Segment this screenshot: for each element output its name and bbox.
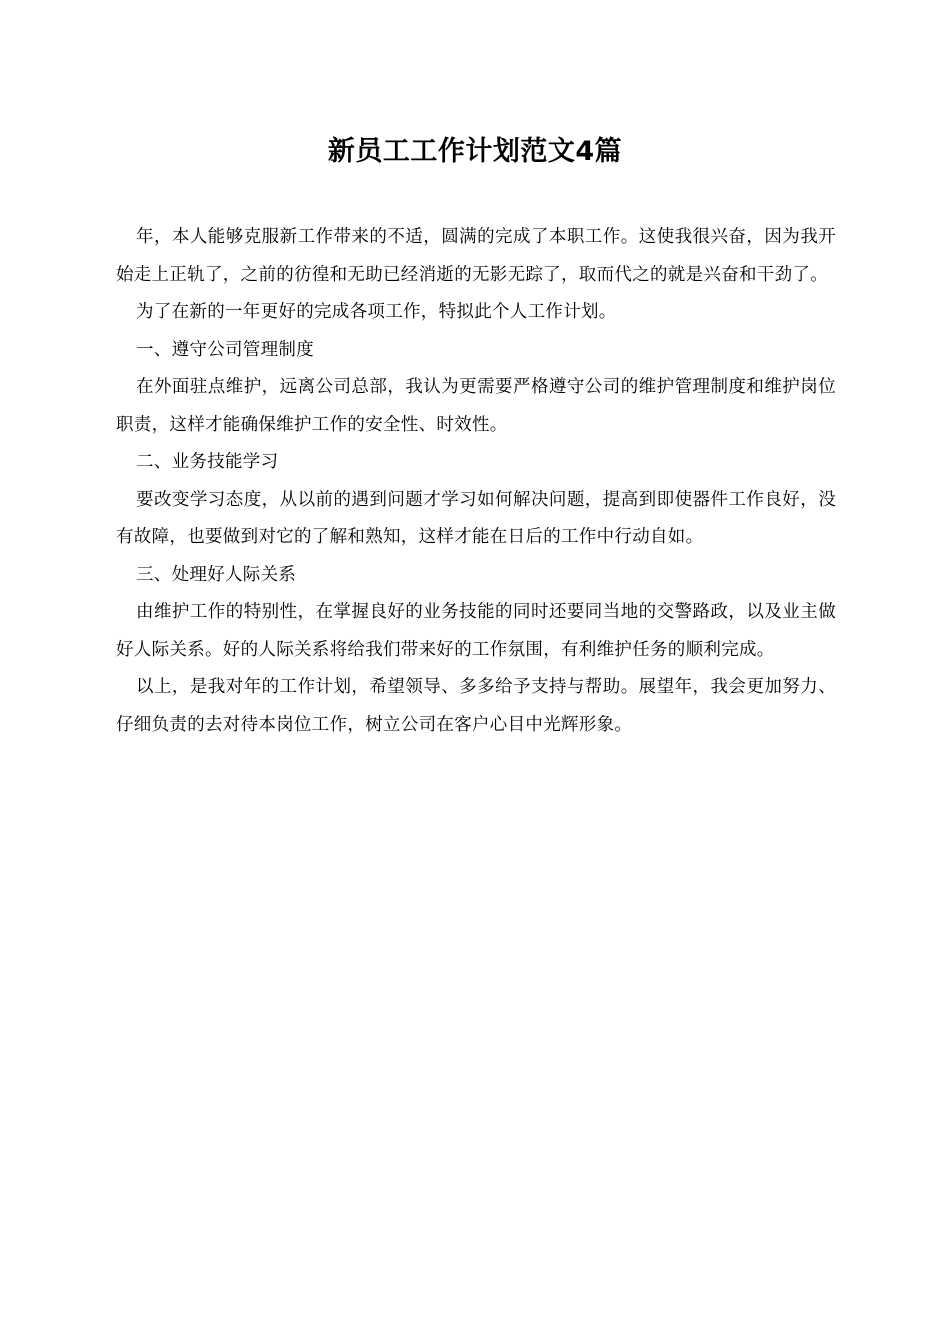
paragraph-intro: 年，本人能够克服新工作带来的不适，圆满的完成了本职工作。这使我很兴奋，因为我开始走上正轨了，之前的彷徨和无助已经消逝的无影无踪了，取而代之的就是兴奋和干劲了。 xyxy=(116,227,836,285)
paragraph-conclusion: 以上，是我对年的工作计划，希望领导、多多给予支持与帮助。展望年，我会更加努力、仔细负责的去对待本岗位工作，树立公司在客户心目中光辉形象。 xyxy=(116,677,836,735)
document-body xyxy=(116,219,836,744)
paragraph-section-1: 在外面驻点维护，远离公司总部，我认为更需要严格遵守公司的维护管理制度和维护岗位职责，这样才能确保维护工作的安全性、时效性。 xyxy=(116,377,836,435)
section-heading-2: 二、业务技能学习 xyxy=(136,452,279,472)
document-title: 新员工工作计划范文4篇 xyxy=(327,136,623,167)
paragraph-section-2: 要改变学习态度，从以前的遇到问题才学习如何解决问题，提高到即使器件工作良好，没有故障，也要做到对它的了解和熟知，这样才能在日后的工作中行动自如。 xyxy=(116,489,836,547)
paragraph-section-3: 由维护工作的特别性，在掌握良好的业务技能的同时还要同当地的交警路政，以及业主做好人际关系。好的人际关系将给我们带来好的工作氛围，有利维护任务的顺利完成。 xyxy=(116,602,836,660)
section-heading-3: 三、处理好人际关系 xyxy=(136,564,297,585)
paragraph-purpose: 为了在新的一年更好的完成各项工作，特拟此个人工作计划。 xyxy=(136,302,617,322)
section-heading-1: 一、遵守公司管理制度 xyxy=(136,339,314,360)
